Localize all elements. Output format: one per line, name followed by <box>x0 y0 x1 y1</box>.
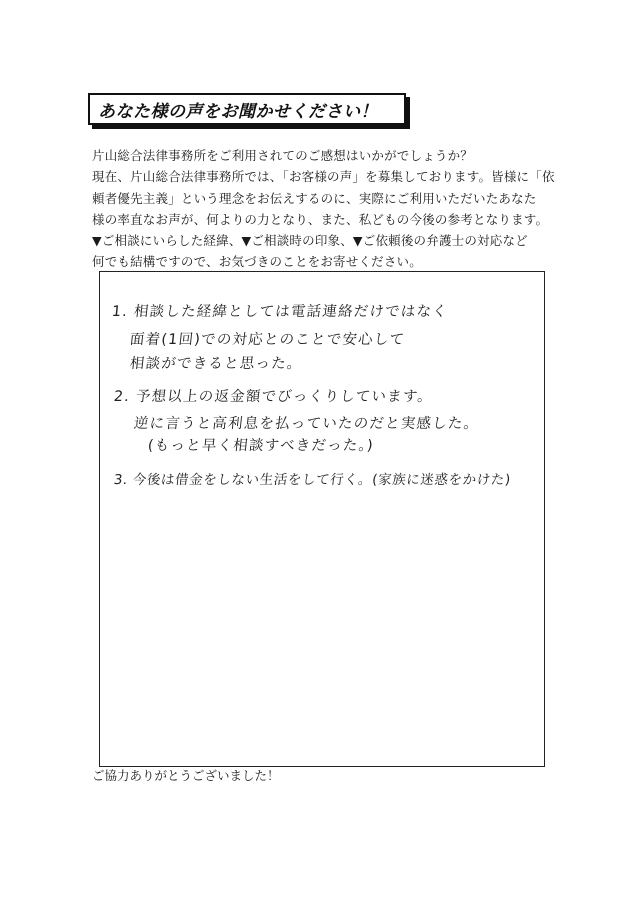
intro-line: 頼者優先主義」という理念をお伝えするのに、実際にご利用いただいたあなた <box>92 190 537 206</box>
answer-box <box>99 271 545 767</box>
thanks-message: ご協力ありがとうございました！ <box>92 768 280 783</box>
title-box <box>88 93 406 125</box>
intro-line: 何でも結構ですので、お気づきのことをお寄せください。 <box>92 254 422 270</box>
handwritten-line: 1. 相談した経緯としては電話連絡だけではなく <box>111 304 449 320</box>
handwritten-line: (もっと早く相談すべきだった。) <box>147 438 375 454</box>
intro-line: 様の率直なお声が、何よりの力となり、また、私どもの今後の参考となります。 <box>92 211 549 227</box>
intro-line: 片山総合法律事務所をご利用されてのご感想はいかがでしょうか？ <box>92 148 474 163</box>
handwritten-line: 2. 予想以上の返金額でびっくりしています。 <box>113 389 434 405</box>
intro-text <box>92 145 562 273</box>
handwritten-line: 3. 今後は借金をしない生活をして行く。(家族に迷惑をかけた) <box>112 472 512 488</box>
handwritten-line: 逆に言うと高利息を払っていたのだと実感した。 <box>133 416 481 432</box>
handwritten-line: 相談ができると思った。 <box>129 356 304 372</box>
intro-line: 現在、片山総合法律事務所では、「お客様の声」を募集しております。皆様に「依 <box>92 169 555 185</box>
page-title: あなた様の声をお聞かせください！ <box>98 101 378 122</box>
intro-line: ▼ご相談にいらした経緯、▼ご相談時の印象、▼ご依頼後の弁護士の対応など <box>92 233 528 249</box>
handwritten-line: 面着(1回)での対応とのことで安心して <box>129 332 407 348</box>
